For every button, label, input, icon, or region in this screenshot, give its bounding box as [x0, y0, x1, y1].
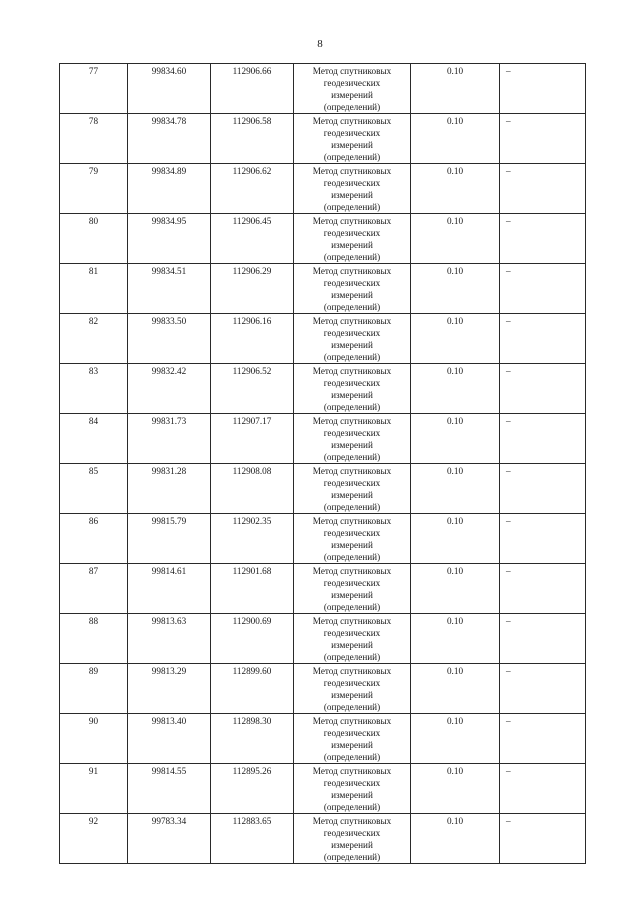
page-number: 8 [317, 38, 323, 50]
table-row [60, 164, 586, 214]
point-number-cell: 91 [60, 764, 128, 814]
x-coordinate-cell: 99831.73 [128, 414, 211, 464]
note-cell: – [500, 214, 586, 264]
table-row [60, 364, 586, 414]
method-cell: Метод спутниковых геодезических измерений (определений) [294, 464, 411, 514]
accuracy-cell: 0.10 [411, 614, 500, 664]
note-cell: – [500, 714, 586, 764]
table-row [60, 564, 586, 614]
method-cell: Метод спутниковых геодезических измерений (определений) [294, 814, 411, 864]
method-cell: Метод спутниковых геодезических измерений (определений) [294, 264, 411, 314]
y-coordinate-cell: 112906.45 [211, 214, 294, 264]
note-cell: – [500, 564, 586, 614]
method-cell: Метод спутниковых геодезических измерений (определений) [294, 764, 411, 814]
method-cell: Метод спутниковых геодезических измерений (определений) [294, 664, 411, 714]
note-cell: – [500, 164, 586, 214]
note-cell: – [500, 64, 586, 114]
x-coordinate-cell: 99834.78 [128, 114, 211, 164]
x-coordinate-cell: 99814.61 [128, 564, 211, 614]
note-cell: – [500, 664, 586, 714]
y-coordinate-cell: 112906.16 [211, 314, 294, 364]
point-number-cell: 86 [60, 514, 128, 564]
x-coordinate-cell: 99834.89 [128, 164, 211, 214]
note-cell: – [500, 464, 586, 514]
y-coordinate-cell: 112908.08 [211, 464, 294, 514]
accuracy-cell: 0.10 [411, 364, 500, 414]
y-coordinate-cell: 112900.69 [211, 614, 294, 664]
y-coordinate-cell: 112899.60 [211, 664, 294, 714]
table-row [60, 464, 586, 514]
method-cell: Метод спутниковых геодезических измерений (определений) [294, 164, 411, 214]
point-number-cell: 79 [60, 164, 128, 214]
x-coordinate-cell: 99834.60 [128, 64, 211, 114]
table-row [60, 514, 586, 564]
point-number-cell: 77 [60, 64, 128, 114]
note-cell: – [500, 264, 586, 314]
y-coordinate-cell: 112907.17 [211, 414, 294, 464]
accuracy-cell: 0.10 [411, 564, 500, 614]
y-coordinate-cell: 112895.26 [211, 764, 294, 814]
method-cell: Метод спутниковых геодезических измерений (определений) [294, 614, 411, 664]
method-cell: Метод спутниковых геодезических измерений (определений) [294, 414, 411, 464]
method-cell: Метод спутниковых геодезических измерений (определений) [294, 564, 411, 614]
table-row [60, 314, 586, 364]
point-number-cell: 83 [60, 364, 128, 414]
accuracy-cell: 0.10 [411, 714, 500, 764]
accuracy-cell: 0.10 [411, 114, 500, 164]
accuracy-cell: 0.10 [411, 664, 500, 714]
table-row [60, 614, 586, 664]
point-number-cell: 78 [60, 114, 128, 164]
point-number-cell: 92 [60, 814, 128, 864]
point-number-cell: 82 [60, 314, 128, 364]
method-cell: Метод спутниковых геодезических измерений (определений) [294, 314, 411, 364]
note-cell: – [500, 314, 586, 364]
accuracy-cell: 0.10 [411, 764, 500, 814]
y-coordinate-cell: 112902.35 [211, 514, 294, 564]
y-coordinate-cell: 112906.29 [211, 264, 294, 314]
method-cell: Метод спутниковых геодезических измерений (определений) [294, 364, 411, 414]
note-cell: – [500, 114, 586, 164]
point-number-cell: 90 [60, 714, 128, 764]
method-cell: Метод спутниковых геодезических измерений (определений) [294, 214, 411, 264]
note-cell: – [500, 814, 586, 864]
note-cell: – [500, 764, 586, 814]
point-number-cell: 88 [60, 614, 128, 664]
method-cell: Метод спутниковых геодезических измерений (определений) [294, 714, 411, 764]
x-coordinate-cell: 99833.50 [128, 314, 211, 364]
table-row [60, 64, 586, 114]
note-cell: – [500, 614, 586, 664]
x-coordinate-cell: 99815.79 [128, 514, 211, 564]
table-row [60, 714, 586, 764]
x-coordinate-cell: 99813.63 [128, 614, 211, 664]
y-coordinate-cell: 112906.62 [211, 164, 294, 214]
table-row [60, 114, 586, 164]
y-coordinate-cell: 112898.30 [211, 714, 294, 764]
point-number-cell: 81 [60, 264, 128, 314]
note-cell: – [500, 414, 586, 464]
table-row [60, 214, 586, 264]
accuracy-cell: 0.10 [411, 514, 500, 564]
x-coordinate-cell: 99834.51 [128, 264, 211, 314]
accuracy-cell: 0.10 [411, 414, 500, 464]
x-coordinate-cell: 99832.42 [128, 364, 211, 414]
y-coordinate-cell: 112906.58 [211, 114, 294, 164]
accuracy-cell: 0.10 [411, 64, 500, 114]
x-coordinate-cell: 99814.55 [128, 764, 211, 814]
y-coordinate-cell: 112906.66 [211, 64, 294, 114]
method-cell: Метод спутниковых геодезических измерений (определений) [294, 114, 411, 164]
x-coordinate-cell: 99813.29 [128, 664, 211, 714]
point-number-cell: 80 [60, 214, 128, 264]
table-row [60, 764, 586, 814]
method-cell: Метод спутниковых геодезических измерений (определений) [294, 64, 411, 114]
coordinates-table-body [60, 64, 586, 864]
x-coordinate-cell: 99813.40 [128, 714, 211, 764]
x-coordinate-cell: 99783.34 [128, 814, 211, 864]
note-cell: – [500, 364, 586, 414]
point-number-cell: 89 [60, 664, 128, 714]
point-number-cell: 87 [60, 564, 128, 614]
table-row [60, 814, 586, 864]
x-coordinate-cell: 99831.28 [128, 464, 211, 514]
accuracy-cell: 0.10 [411, 464, 500, 514]
method-cell: Метод спутниковых геодезических измерений (определений) [294, 514, 411, 564]
accuracy-cell: 0.10 [411, 164, 500, 214]
accuracy-cell: 0.10 [411, 814, 500, 864]
y-coordinate-cell: 112901.68 [211, 564, 294, 614]
x-coordinate-cell: 99834.95 [128, 214, 211, 264]
point-number-cell: 85 [60, 464, 128, 514]
coordinates-table [59, 63, 586, 864]
note-cell: – [500, 514, 586, 564]
accuracy-cell: 0.10 [411, 214, 500, 264]
accuracy-cell: 0.10 [411, 314, 500, 364]
point-number-cell: 84 [60, 414, 128, 464]
table-row [60, 664, 586, 714]
table-row [60, 264, 586, 314]
table-row [60, 414, 586, 464]
accuracy-cell: 0.10 [411, 264, 500, 314]
y-coordinate-cell: 112906.52 [211, 364, 294, 414]
y-coordinate-cell: 112883.65 [211, 814, 294, 864]
